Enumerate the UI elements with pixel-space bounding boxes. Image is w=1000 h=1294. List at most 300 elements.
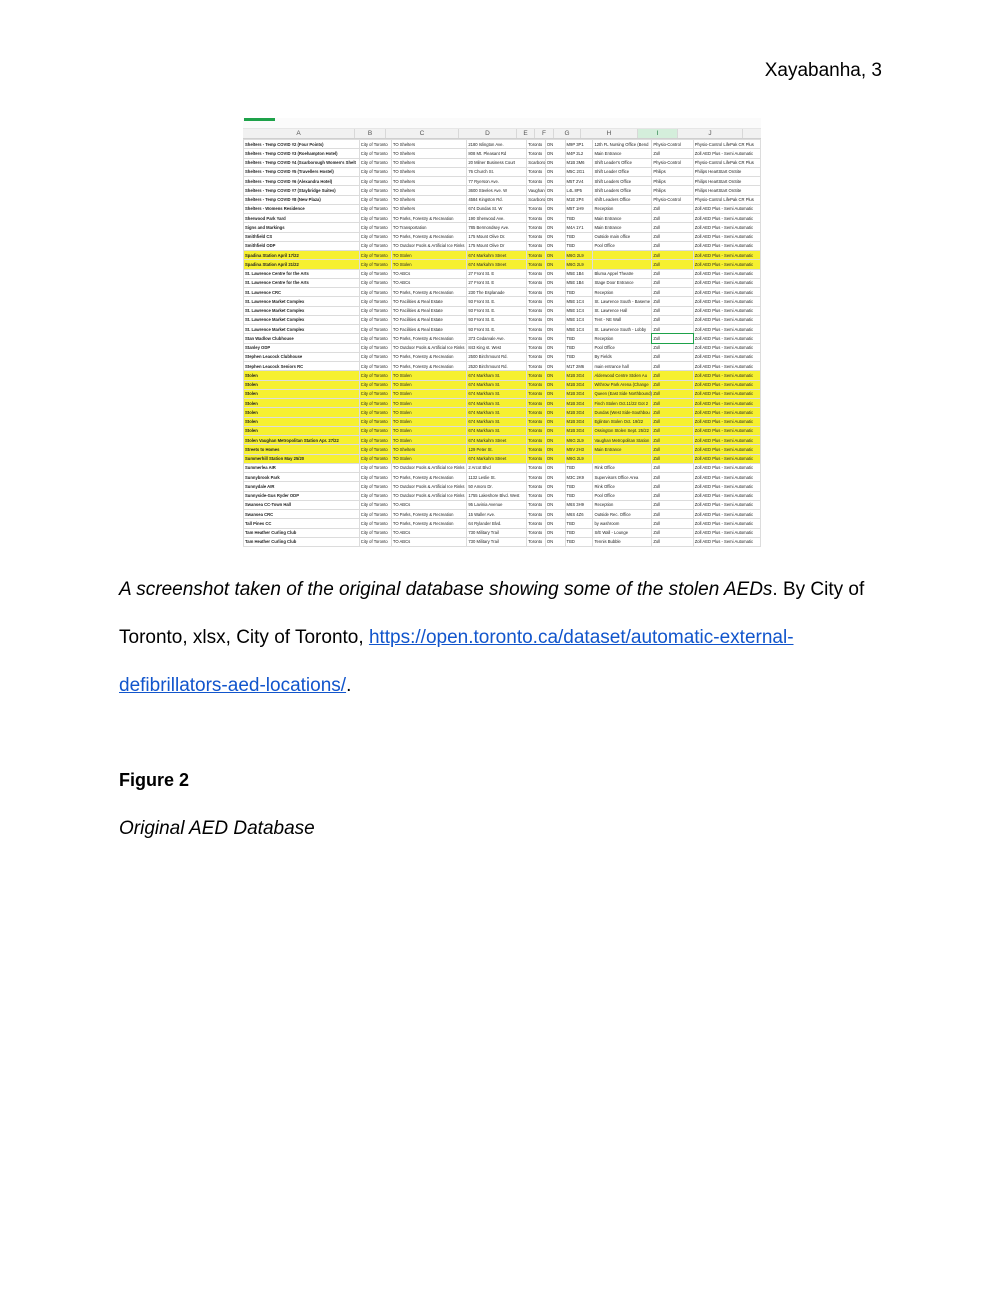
column-header-i[interactable]: I <box>638 129 678 138</box>
table-row[interactable] <box>244 260 761 269</box>
cell-d[interactable]: 4584 Kingston Rd. <box>467 195 527 204</box>
cell-f[interactable]: ON <box>545 371 565 380</box>
cell-g[interactable]: M1B 3G4 <box>565 426 593 435</box>
cell-e[interactable]: Toronto <box>527 500 546 509</box>
cell-d[interactable]: 129 Peter St. <box>467 445 527 454</box>
cell-b[interactable]: City of Toronto <box>359 241 391 250</box>
cell-b[interactable]: City of Toronto <box>359 158 391 167</box>
cell-j[interactable]: Zoll AED Plus - Semi Automatic <box>693 436 760 445</box>
cell-i[interactable]: Zoll <box>652 500 693 509</box>
cell-f[interactable]: ON <box>545 167 565 176</box>
cell-i[interactable]: Zoll <box>652 528 693 537</box>
cell-g[interactable]: TBD <box>565 528 593 537</box>
table-row[interactable] <box>244 352 761 361</box>
cell-e[interactable]: Toronto <box>527 473 546 482</box>
cell-d[interactable]: 730 Military Trail <box>467 528 527 537</box>
cell-f[interactable]: ON <box>545 158 565 167</box>
cell-f[interactable]: ON <box>545 278 565 287</box>
cell-e[interactable]: Toronto <box>527 325 546 334</box>
cell-g[interactable]: M1B 3G4 <box>565 408 593 417</box>
cell-f[interactable]: ON <box>545 352 565 361</box>
cell-b[interactable]: City of Toronto <box>359 473 391 482</box>
cell-h[interactable]: Reception <box>593 500 652 509</box>
cell-h[interactable]: Shift Leaders Office <box>593 186 652 195</box>
cell-a[interactable]: Stolen <box>244 426 360 435</box>
cell-e[interactable]: Toronto <box>527 214 546 223</box>
cell-e[interactable]: Toronto <box>527 537 546 546</box>
cell-f[interactable]: ON <box>545 408 565 417</box>
cell-c[interactable]: TO Outdoor Pools & Artificial Ice Rinks <box>391 241 466 250</box>
cell-e[interactable]: Toronto <box>527 343 546 352</box>
cell-i[interactable]: Zoll <box>652 491 693 500</box>
cell-f[interactable]: ON <box>545 380 565 389</box>
cell-f[interactable]: ON <box>545 463 565 472</box>
cell-h[interactable]: 12th FL Nursing Office (Bend <box>593 140 652 149</box>
cell-a[interactable]: St. Lawrence Market Complex <box>244 325 360 334</box>
cell-c[interactable]: TO ABCs <box>391 269 466 278</box>
cell-b[interactable]: City of Toronto <box>359 482 391 491</box>
cell-g[interactable]: M1B 3G4 <box>565 399 593 408</box>
cell-i[interactable]: Zoll <box>652 371 693 380</box>
cell-b[interactable]: City of Toronto <box>359 269 391 278</box>
cell-j[interactable]: Zoll AED Plus - Semi Automatic <box>693 528 760 537</box>
cell-h[interactable]: Ossington Stolen Sept. 25/22 <box>593 426 652 435</box>
cell-g[interactable]: M6G 2L9 <box>565 454 593 463</box>
cell-f[interactable]: ON <box>545 297 565 306</box>
cell-b[interactable]: City of Toronto <box>359 445 391 454</box>
cell-a[interactable]: Stolen <box>244 417 360 426</box>
cell-j[interactable]: Philips HeartStart OnSite <box>693 167 760 176</box>
cell-h[interactable]: Tennis Bubble <box>593 537 652 546</box>
cell-f[interactable]: ON <box>545 232 565 241</box>
cell-a[interactable]: St. Lawrence Market Complex <box>244 297 360 306</box>
cell-i[interactable]: Philips <box>652 167 693 176</box>
cell-g[interactable]: M5E 1B4 <box>565 278 593 287</box>
cell-e[interactable]: Toronto <box>527 306 546 315</box>
cell-e[interactable]: Toronto <box>527 510 546 519</box>
cell-c[interactable]: TO Shelters <box>391 186 466 195</box>
cell-i[interactable]: Zoll <box>652 380 693 389</box>
cell-h[interactable]: Shift Leader's Office <box>593 158 652 167</box>
table-row[interactable] <box>244 251 761 260</box>
cell-e[interactable]: Toronto <box>527 519 546 528</box>
cell-e[interactable]: Toronto <box>527 167 546 176</box>
cell-h[interactable]: Outside Rec. Office <box>593 510 652 519</box>
cell-g[interactable]: M1E 2P4 <box>565 195 593 204</box>
column-header-g[interactable]: G <box>554 129 581 138</box>
cell-b[interactable]: City of Toronto <box>359 399 391 408</box>
cell-e[interactable]: Toronto <box>527 269 546 278</box>
column-header-c[interactable]: C <box>386 129 459 138</box>
cell-b[interactable]: City of Toronto <box>359 204 391 213</box>
cell-c[interactable]: TO Stolen <box>391 408 466 417</box>
cell-d[interactable]: 674 Markham St. <box>467 417 527 426</box>
cell-d[interactable]: 76 Church St. <box>467 167 527 176</box>
cell-h[interactable]: Outside main office <box>593 232 652 241</box>
cell-h[interactable]: Bluma Appel Theatre <box>593 269 652 278</box>
cell-a[interactable]: Shelters - Temp COVID #4 (Scarborough Women's Shelt <box>244 158 360 167</box>
cell-e[interactable]: Toronto <box>527 463 546 472</box>
cell-e[interactable]: Toronto <box>527 482 546 491</box>
column-header-a[interactable]: A <box>243 129 355 138</box>
cell-c[interactable]: TO Stolen <box>391 426 466 435</box>
cell-h[interactable]: S/E Wall - Lounge <box>593 528 652 537</box>
cell-a[interactable]: Streets to Homes <box>244 445 360 454</box>
cell-i[interactable]: Philips <box>652 177 693 186</box>
cell-i[interactable]: Zoll <box>652 343 693 352</box>
cell-h[interactable]: Dundas (West Side-Southbou <box>593 408 652 417</box>
cell-f[interactable]: ON <box>545 140 565 149</box>
table-row[interactable] <box>244 445 761 454</box>
cell-d[interactable]: 674 Markham St. <box>467 408 527 417</box>
cell-d[interactable]: 95 Lavinia Avenue <box>467 500 527 509</box>
table-row[interactable] <box>244 473 761 482</box>
cell-e[interactable]: Toronto <box>527 140 546 149</box>
table-row[interactable] <box>244 491 761 500</box>
cell-j[interactable]: Zoll AED Plus - Semi Automatic <box>693 482 760 491</box>
cell-g[interactable]: M5E 1B4 <box>565 269 593 278</box>
cell-g[interactable]: TBD <box>565 232 593 241</box>
cell-b[interactable]: City of Toronto <box>359 325 391 334</box>
cell-i[interactable]: Zoll <box>652 362 693 371</box>
cell-a[interactable]: St. Lawrence Market Complex <box>244 315 360 324</box>
cell-a[interactable]: Sunnydale AIR <box>244 482 360 491</box>
cell-j[interactable]: Zoll AED Plus - Semi Automatic <box>693 463 760 472</box>
cell-e[interactable]: Toronto <box>527 352 546 361</box>
cell-d[interactable]: 3600 Steeles Ave. W <box>467 186 527 195</box>
cell-b[interactable]: City of Toronto <box>359 278 391 287</box>
cell-g[interactable]: M5E 1C4 <box>565 297 593 306</box>
table-row[interactable] <box>244 528 761 537</box>
cell-h[interactable]: Finch Stolen Oct.11/22 Got 2 <box>593 399 652 408</box>
cell-f[interactable]: ON <box>545 454 565 463</box>
cell-g[interactable]: M6S 3H9 <box>565 500 593 509</box>
cell-f[interactable]: ON <box>545 537 565 546</box>
cell-i[interactable]: Zoll <box>652 306 693 315</box>
cell-b[interactable]: City of Toronto <box>359 352 391 361</box>
cell-a[interactable]: Stephen Leacock Clubhouse <box>244 352 360 361</box>
cell-g[interactable]: M1B 3G4 <box>565 417 593 426</box>
cell-d[interactable]: 77 Ryerson Ave. <box>467 177 527 186</box>
cell-a[interactable]: Stolen <box>244 371 360 380</box>
cell-a[interactable]: Stolen <box>244 399 360 408</box>
cell-g[interactable]: M3C 2K9 <box>565 473 593 482</box>
cell-b[interactable]: City of Toronto <box>359 315 391 324</box>
table-row[interactable] <box>244 463 761 472</box>
cell-d[interactable]: 190 Sherwood Ave. <box>467 214 527 223</box>
cell-f[interactable]: ON <box>545 389 565 398</box>
cell-i[interactable]: Zoll <box>652 473 693 482</box>
cell-h[interactable]: Rink Office <box>593 463 652 472</box>
cell-d[interactable]: 2500 Birchmount Rd. <box>467 352 527 361</box>
cell-d[interactable]: 175 Mount Olive Dr. <box>467 232 527 241</box>
cell-i[interactable]: Zoll <box>652 297 693 306</box>
cell-d[interactable]: 674 Markham St. <box>467 426 527 435</box>
cell-i[interactable]: Zoll <box>652 537 693 546</box>
cell-g[interactable]: M5T 2V4 <box>565 177 593 186</box>
cell-c[interactable]: TO ABCs <box>391 528 466 537</box>
cell-e[interactable]: Scarboro <box>527 195 546 204</box>
cell-b[interactable]: City of Toronto <box>359 195 391 204</box>
cell-e[interactable]: Toronto <box>527 177 546 186</box>
cell-e[interactable]: Toronto <box>527 297 546 306</box>
cell-i[interactable]: Zoll <box>652 399 693 408</box>
cell-j[interactable]: Zoll AED Plus - Semi Automatic <box>693 389 760 398</box>
cell-i[interactable]: Zoll <box>652 436 693 445</box>
table-row[interactable] <box>244 223 761 232</box>
table-row[interactable] <box>244 140 761 149</box>
cell-d[interactable]: 1132 Leslie St. <box>467 473 527 482</box>
cell-j[interactable]: Physio-Control LifePak CR Plus <box>693 158 760 167</box>
cell-e[interactable]: Toronto <box>527 149 546 158</box>
table-row[interactable] <box>244 519 761 528</box>
cell-d[interactable]: 674 Markham St. <box>467 389 527 398</box>
table-row[interactable] <box>244 297 761 306</box>
cell-c[interactable]: TO Stolen <box>391 399 466 408</box>
cell-h[interactable]: Rink Office <box>593 482 652 491</box>
cell-a[interactable]: Stolen <box>244 380 360 389</box>
cell-i[interactable]: Zoll <box>652 325 693 334</box>
cell-j[interactable]: Zoll AED Plus - Semi Automatic <box>693 214 760 223</box>
cell-b[interactable]: City of Toronto <box>359 334 391 343</box>
table-row[interactable] <box>244 315 761 324</box>
table-row[interactable] <box>244 510 761 519</box>
cell-d[interactable]: 808 Mt. Pleasant Rd <box>467 149 527 158</box>
cell-c[interactable]: TO Parks, Forestry & Recreation <box>391 214 466 223</box>
cell-e[interactable]: Vaughan <box>527 186 546 195</box>
cell-d[interactable]: 674 Markahm Street <box>467 454 527 463</box>
cell-e[interactable]: Toronto <box>527 436 546 445</box>
table-row[interactable] <box>244 362 761 371</box>
cell-i[interactable]: Zoll <box>652 241 693 250</box>
cell-j[interactable]: Zoll AED Plus - Semi Automatic <box>693 426 760 435</box>
cell-i[interactable]: Zoll <box>652 204 693 213</box>
cell-i[interactable]: Physio-Control <box>652 195 693 204</box>
cell-b[interactable]: City of Toronto <box>359 510 391 519</box>
table-row[interactable] <box>244 399 761 408</box>
cell-h[interactable]: Shift Leader Office <box>593 167 652 176</box>
cell-c[interactable]: TO Stolen <box>391 260 466 269</box>
cell-b[interactable]: City of Toronto <box>359 186 391 195</box>
cell-i[interactable]: Zoll <box>652 417 693 426</box>
cell-g[interactable]: M1B 3G4 <box>565 389 593 398</box>
cell-f[interactable]: ON <box>545 204 565 213</box>
cell-h[interactable]: Main Entrance <box>593 223 652 232</box>
cell-i[interactable]: Zoll <box>652 408 693 417</box>
table-row[interactable] <box>244 167 761 176</box>
cell-i[interactable]: Zoll <box>652 445 693 454</box>
cell-d[interactable]: 1755 Lakeshore Blvd. West <box>467 491 527 500</box>
cell-b[interactable]: City of Toronto <box>359 371 391 380</box>
cell-e[interactable]: Toronto <box>527 380 546 389</box>
cell-c[interactable]: TO Outdoor Pools & Artificial Ice Rinks <box>391 491 466 500</box>
cell-h[interactable]: Pool Office <box>593 241 652 250</box>
cell-g[interactable]: M5E 1C4 <box>565 325 593 334</box>
cell-c[interactable]: TO Stolen <box>391 454 466 463</box>
cell-a[interactable]: Sunnyside-Gus Ryder ODP <box>244 491 360 500</box>
cell-f[interactable]: ON <box>545 500 565 509</box>
cell-a[interactable]: Shelters - Temp COVID #2 (Four Points) <box>244 140 360 149</box>
cell-h[interactable] <box>593 454 652 463</box>
cell-j[interactable]: Zoll AED Plus - Semi Automatic <box>693 380 760 389</box>
cell-i[interactable]: Zoll <box>652 510 693 519</box>
cell-b[interactable]: City of Toronto <box>359 454 391 463</box>
cell-d[interactable]: 674 Markham St. <box>467 371 527 380</box>
cell-b[interactable]: City of Toronto <box>359 362 391 371</box>
cell-h[interactable]: St. Lawrence South - Baseme <box>593 297 652 306</box>
cell-b[interactable]: City of Toronto <box>359 251 391 260</box>
cell-b[interactable]: City of Toronto <box>359 463 391 472</box>
cell-f[interactable]: ON <box>545 195 565 204</box>
cell-j[interactable]: Zoll AED Plus - Semi Automatic <box>693 352 760 361</box>
cell-a[interactable]: Spadina Station April 21/22 <box>244 260 360 269</box>
cell-j[interactable]: Zoll AED Plus - Semi Automatic <box>693 491 760 500</box>
cell-d[interactable]: 674 Dundas St. W <box>467 204 527 213</box>
cell-j[interactable]: Zoll AED Plus - Semi Automatic <box>693 445 760 454</box>
cell-f[interactable]: ON <box>545 482 565 491</box>
cell-c[interactable]: TO Parks, Forestry & Recreation <box>391 362 466 371</box>
column-header-h[interactable]: H <box>581 129 638 138</box>
cell-c[interactable]: TO Shelters <box>391 195 466 204</box>
cell-a[interactable]: Shelters - Temp COVID #3 (Roehampton Hotel) <box>244 149 360 158</box>
cell-b[interactable]: City of Toronto <box>359 426 391 435</box>
cell-d[interactable]: 2520 Birchmount Rd. <box>467 362 527 371</box>
cell-b[interactable]: City of Toronto <box>359 417 391 426</box>
cell-b[interactable]: City of Toronto <box>359 408 391 417</box>
table-row[interactable] <box>244 436 761 445</box>
cell-e[interactable]: Toronto <box>527 232 546 241</box>
cell-h[interactable]: Supervisors Office Area <box>593 473 652 482</box>
cell-h[interactable]: Reception <box>593 288 652 297</box>
cell-j[interactable]: Zoll AED Plus - Semi Automatic <box>693 297 760 306</box>
cell-e[interactable]: Toronto <box>527 528 546 537</box>
cell-d[interactable]: 175 Mount Olive Dr <box>467 241 527 250</box>
column-header-b[interactable]: B <box>355 129 386 138</box>
cell-f[interactable]: ON <box>545 260 565 269</box>
cell-a[interactable]: St. Lawrence Centre for the Arts <box>244 278 360 287</box>
cell-h[interactable]: Main Entrance <box>593 445 652 454</box>
cell-b[interactable]: City of Toronto <box>359 167 391 176</box>
column-header-e[interactable]: E <box>517 129 535 138</box>
cell-c[interactable]: TO ABCs <box>391 278 466 287</box>
cell-h[interactable]: St. Lawrence South - Lobby <box>593 325 652 334</box>
cell-i[interactable]: Zoll <box>652 389 693 398</box>
cell-h[interactable]: Alderwood Centre Stolen Au <box>593 371 652 380</box>
table-row[interactable] <box>244 177 761 186</box>
cell-e[interactable]: Toronto <box>527 288 546 297</box>
cell-g[interactable]: M5E 1C4 <box>565 315 593 324</box>
cell-j[interactable]: Zoll AED Plus - Semi Automatic <box>693 315 760 324</box>
cell-a[interactable]: Summerhill Station May 25/20 <box>244 454 360 463</box>
cell-c[interactable]: TO Shelters <box>391 445 466 454</box>
cell-g[interactable]: M6G 2L9 <box>565 251 593 260</box>
cell-a[interactable]: Stephen Leacock Seniors RC <box>244 362 360 371</box>
cell-j[interactable]: Zoll AED Plus - Semi Automatic <box>693 537 760 546</box>
cell-h[interactable]: main entrance hall <box>593 362 652 371</box>
cell-c[interactable]: TO ABCs <box>391 500 466 509</box>
cell-j[interactable]: Zoll AED Plus - Semi Automatic <box>693 288 760 297</box>
cell-c[interactable]: TO Parks, Forestry & Recreation <box>391 473 466 482</box>
cell-h[interactable]: Main Entrance <box>593 149 652 158</box>
cell-i[interactable]: Physio-Control <box>652 158 693 167</box>
cell-d[interactable]: 27 Front St. E <box>467 278 527 287</box>
cell-d[interactable]: 843 King st. West <box>467 343 527 352</box>
cell-j[interactable]: Zoll AED Plus - Semi Automatic <box>693 408 760 417</box>
cell-a[interactable]: Stanley ODP <box>244 343 360 352</box>
cell-b[interactable]: City of Toronto <box>359 288 391 297</box>
cell-d[interactable]: 2 Arcot Blvd <box>467 463 527 472</box>
cell-i[interactable]: Zoll <box>652 482 693 491</box>
dataset-link[interactable]: https://open.toronto.ca/dataset/automatic-external-defibrillators-aed-locations/ <box>119 627 794 696</box>
cell-j[interactable]: Zoll AED Plus - Semi Automatic <box>693 204 760 213</box>
cell-b[interactable]: City of Toronto <box>359 389 391 398</box>
cell-c[interactable]: TO Shelters <box>391 177 466 186</box>
cell-i[interactable]: Zoll <box>652 463 693 472</box>
cell-j[interactable]: Zoll AED Plus - Semi Automatic <box>693 473 760 482</box>
cell-j[interactable]: Zoll AED Plus - Semi Automatic <box>693 149 760 158</box>
cell-g[interactable]: M1B 3G4 <box>565 371 593 380</box>
cell-b[interactable]: City of Toronto <box>359 149 391 158</box>
cell-b[interactable]: City of Toronto <box>359 306 391 315</box>
cell-i[interactable]: Zoll <box>652 519 693 528</box>
cell-g[interactable]: TBD <box>565 537 593 546</box>
cell-j[interactable]: Zoll AED Plus - Semi Automatic <box>693 278 760 287</box>
cell-j[interactable]: Zoll AED Plus - Semi Automatic <box>693 306 760 315</box>
cell-f[interactable]: ON <box>545 223 565 232</box>
cell-a[interactable]: Sunnybrook Park <box>244 473 360 482</box>
cell-j[interactable]: Zoll AED Plus - Semi Automatic <box>693 223 760 232</box>
cell-j[interactable]: Zoll AED Plus - Semi Automatic <box>693 500 760 509</box>
cell-h[interactable]: Pool Office <box>593 491 652 500</box>
table-row[interactable] <box>244 269 761 278</box>
cell-c[interactable]: TO Stolen <box>391 371 466 380</box>
cell-d[interactable]: 93 Front St. E. <box>467 297 527 306</box>
cell-c[interactable]: TO Parks, Forestry & Recreation <box>391 352 466 361</box>
cell-a[interactable]: Shelters - Temp COVID #8 (New Plaza) <box>244 195 360 204</box>
cell-i[interactable]: Zoll <box>652 288 693 297</box>
cell-e[interactable]: Toronto <box>527 426 546 435</box>
cell-h[interactable]: Pool Office <box>593 343 652 352</box>
cell-a[interactable]: Smithfield CS <box>244 232 360 241</box>
cell-j[interactable]: Philips HeartStart OnSite <box>693 186 760 195</box>
table-row[interactable] <box>244 408 761 417</box>
cell-c[interactable]: TO Parks, Forestry & Recreation <box>391 232 466 241</box>
cell-e[interactable]: Toronto <box>527 334 546 343</box>
column-header-d[interactable]: D <box>459 129 517 138</box>
cell-f[interactable]: ON <box>545 186 565 195</box>
cell-j[interactable]: Zoll AED Plus - Semi Automatic <box>693 417 760 426</box>
cell-g[interactable]: M4P 2L2 <box>565 149 593 158</box>
cell-j[interactable]: Zoll AED Plus - Semi Automatic <box>693 334 760 343</box>
cell-d[interactable]: 674 Markham St. <box>467 399 527 408</box>
cell-c[interactable]: TO Parks, Forestry & Recreation <box>391 334 466 343</box>
cell-i[interactable]: Zoll <box>652 232 693 241</box>
cell-f[interactable]: ON <box>545 510 565 519</box>
cell-a[interactable]: Stolen <box>244 408 360 417</box>
cell-e[interactable]: Toronto <box>527 408 546 417</box>
cell-j[interactable]: Zoll AED Plus - Semi Automatic <box>693 260 760 269</box>
cell-d[interactable]: 674 Markahm Street <box>467 436 527 445</box>
cell-b[interactable]: City of Toronto <box>359 436 391 445</box>
cell-c[interactable]: TO Facilities & Real Estate <box>391 315 466 324</box>
cell-f[interactable]: ON <box>545 334 565 343</box>
table-row[interactable] <box>244 214 761 223</box>
cell-d[interactable]: 27 Front St. E <box>467 269 527 278</box>
cell-a[interactable]: Stan Wadlow Clubhouse <box>244 334 360 343</box>
cell-c[interactable]: TO Outdoor Pools & Artificial Ice Rinks <box>391 463 466 472</box>
cell-g[interactable]: M1B 3G4 <box>565 380 593 389</box>
cell-f[interactable]: ON <box>545 177 565 186</box>
